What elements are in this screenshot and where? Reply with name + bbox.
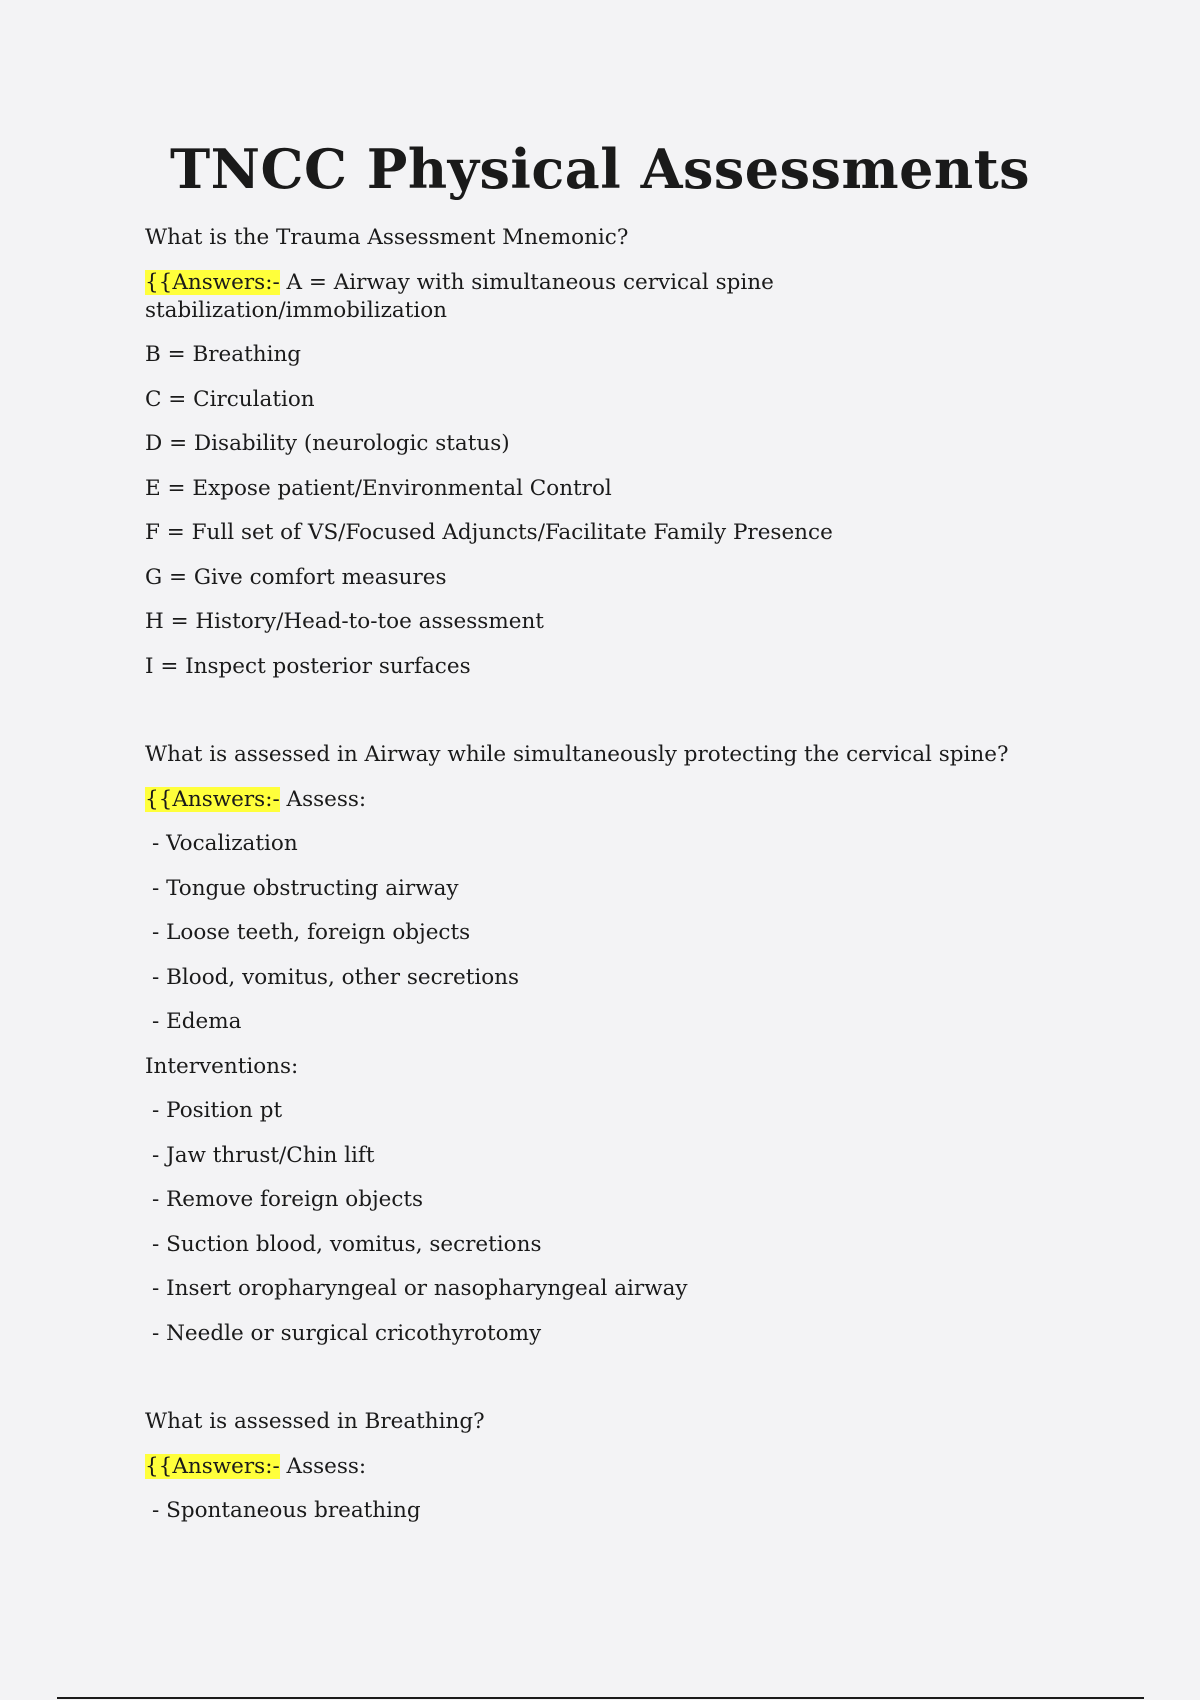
answer-text: Assess: [279, 786, 367, 812]
list-item: E = Expose patient/Environmental Control [145, 475, 612, 501]
answer-text: Assess: [279, 1453, 367, 1479]
list-item: - Insert oropharyngeal or nasopharyngeal airway [152, 1276, 688, 1301]
list-item: - Needle or surgical cricothyrotomy [152, 1320, 542, 1346]
list-item: I = Inspect posterior surfaces [145, 653, 471, 679]
answer-line [145, 1453, 1045, 1481]
list-item: - Edema [152, 1009, 242, 1034]
document-body [145, 224, 1045, 1542]
list-item: F = Full set of VS/Focused Adjuncts/Facilitate Family Presence [145, 520, 833, 545]
list-item: H = History/Head-to-toe assessment [145, 609, 544, 634]
list-item: - Loose teeth, foreign objects [152, 920, 471, 945]
footer-divider [57, 1697, 1144, 1699]
list-item: - Tongue obstructing airway [152, 875, 459, 901]
question-text: What is assessed in Airway while simultaneously protecting the cervical spine? [145, 742, 1009, 767]
section-spacer [145, 1364, 1045, 1408]
answer-marker: {{Answers:- [145, 1453, 280, 1479]
answer-text: A = Airway with simultaneous cervical spine stabilization/immobilization [145, 269, 781, 323]
question-text: What is assessed in Breathing? [145, 1409, 485, 1434]
answer-marker: {{Answers:- [145, 786, 280, 812]
list-item: - Remove foreign objects [152, 1187, 424, 1212]
list-item: - Suction blood, vomitus, secretions [152, 1231, 542, 1257]
list-item: - Jaw thrust/Chin lift [152, 1142, 375, 1168]
interventions-label: Interventions: [145, 1053, 299, 1079]
list-item: D = Disability (neurologic status) [145, 431, 510, 456]
list-item: - Spontaneous breathing [152, 1498, 421, 1523]
list-item: - Blood, vomitus, other secretions [152, 964, 520, 990]
answer-line [145, 269, 1045, 325]
list-item: - Vocalization [152, 831, 298, 856]
list-item: G = Give comfort measures [145, 564, 447, 590]
list-item: B = Breathing [145, 342, 302, 367]
answer-line [145, 786, 1045, 814]
page-title: TNCC Physical Assessments [169, 137, 1031, 201]
list-item: C = Circulation [145, 386, 315, 412]
question-text: What is the Trauma Assessment Mnemonic? [145, 225, 629, 250]
section-spacer [145, 697, 1045, 741]
answer-marker: {{Answers:- [145, 269, 280, 295]
list-item: - Position pt [152, 1098, 283, 1123]
